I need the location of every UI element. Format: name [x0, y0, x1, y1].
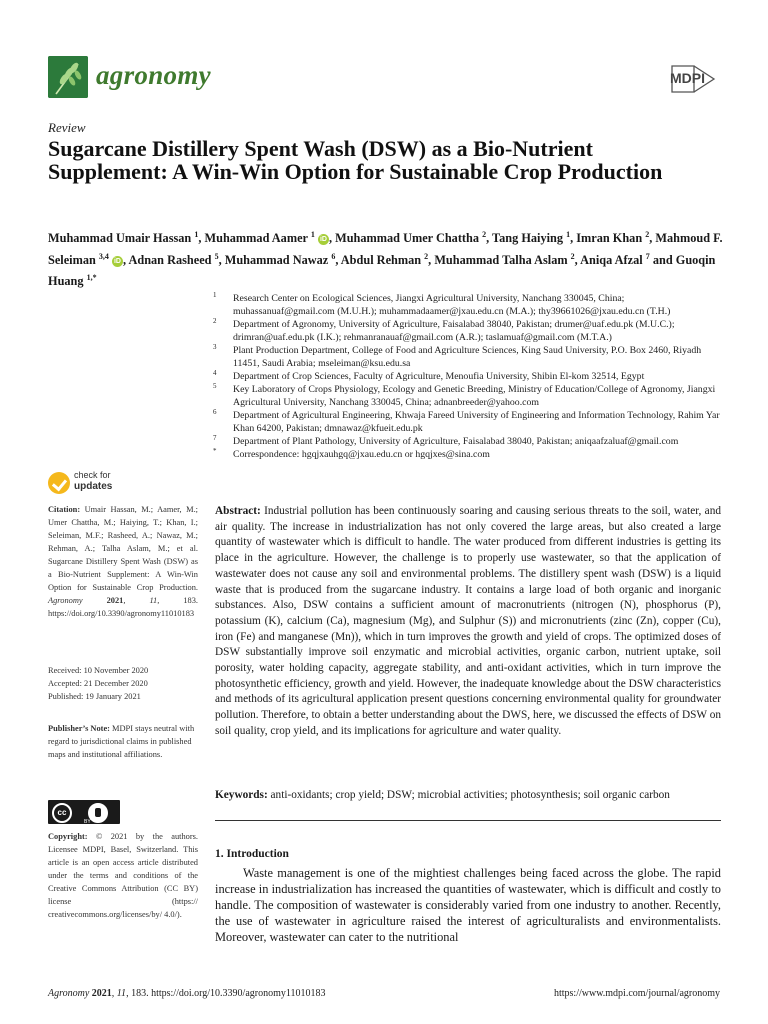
author-affiliation-ref: 2 [570, 251, 575, 261]
affiliation-number: 1 [213, 291, 217, 299]
citation-block: Citation: Umair Hassan, M.; Aamer, M.; Umer Chattha, M.; Haiying, T.; Khan, I.; Seleiman, M.F.; Rasheed, A.; Nawaz, M.; Rehman, A.; Talha Aslam, M.; et al. Sugarcane Distillery Spent Wash (DSW) as a Bio-Nutrient Supplement: A Win-Win Option for Sustainable Crop Production. Agronomy 2021, 11, 183. https://doi.org/10.3390/agronomy11010183 [48, 505, 198, 618]
person-icon [88, 803, 108, 823]
author-name: Abdul Rehman [340, 252, 422, 267]
author-affiliation-ref: 1,* [86, 273, 97, 283]
publisher-label: MDPI [670, 70, 705, 86]
publisher-note: Publisher’s Note: MDPI stays neutral with regard to jurisdictional claims in published maps and institutional affiliations. [48, 724, 195, 759]
introduction-paragraph: Waste management is one of the mightiest challenges being faced across the globe. The rapid increase in industrialization has increased the quantities of wastewater, which is difficult and costly to handle. The composition of wastewater is considerably varied from one industry to another. Recently, the use of wastewater in agriculture raised the interest of agriculturalists and environmentalists. Moreover, wastewater can cater to the nutritional [215, 866, 721, 945]
author-name: Muhammad Umer Chattha [335, 231, 480, 246]
publication-dates [48, 664, 198, 703]
affiliations [213, 292, 723, 461]
orcid-icon[interactable]: iD [319, 236, 327, 244]
affiliation-item [213, 318, 723, 344]
affiliation-item [213, 448, 723, 461]
article-type: Review [48, 120, 86, 135]
author-affiliation-ref: 6 [331, 251, 336, 261]
affiliation-item [213, 435, 723, 448]
author-name: Muhammad Nawaz [224, 252, 329, 267]
affiliation-item [213, 409, 723, 435]
affiliation-text: Correspondence: hgqjxauhgq@jxau.edu.cn or hgqjxes@sina.com [233, 449, 490, 460]
affiliation-text: Department of Agricultural Engineering, Khwaja Fareed University of Engineering and Information Technology, Rahim Yar Khan 64200, Pakistan; dmnawaz@kfueit.edu.pk [233, 410, 720, 434]
author-affiliation-ref: 3,4 [98, 251, 109, 261]
affiliation-item [213, 370, 723, 383]
divider [215, 820, 721, 821]
footer-journal-url[interactable]: https://www.mdpi.com/journal/agronomy [553, 988, 720, 999]
affiliation-text: Research Center on Ecological Sciences, Jiangxi Agricultural University, Nanchang 330045, China; muhassanuaf@gmail.com (M.U.H.); muhammadaamer@jxau.edu.cn (M.A.); thy39661026@jxau.edu.cn (T.H.) [233, 293, 671, 317]
affiliation-item [213, 344, 723, 370]
journal-name: agronomy [96, 60, 211, 90]
affiliation-number: 6 [213, 408, 217, 416]
affiliation-item [213, 383, 723, 409]
affiliation-number: 3 [213, 343, 217, 351]
author-name: Guoqin Huang [48, 252, 716, 289]
published-date: Published: 19 January 2021 [48, 692, 141, 701]
journal-logo [48, 56, 88, 98]
author-affiliation-ref: 5 [214, 251, 219, 261]
author-affiliation-ref: 2 [424, 251, 429, 261]
check-for-updates-badge[interactable]: check for updates [48, 470, 138, 496]
affiliation-text: Department of Plant Pathology, University of Agriculture, Faisalabad 38040, Pakistan; aniqaafzaluaf@gmail.com [233, 436, 679, 447]
affiliation-item [213, 292, 723, 318]
affiliation-text: Department of Crop Sciences, Faculty of Agriculture, Menoufia University, Shibin El-kom 32514, Egypt [233, 371, 645, 382]
affiliation-number: 5 [213, 382, 217, 390]
author-affiliation-ref: 1 [566, 230, 571, 239]
affiliation-text: Department of Agronomy, University of Agriculture, Faisalabad 38040, Pakistan; drumer@uaf.edu.pk (M.U.C.); drimran@uaf.edu.pk (I.K.); rehmanranauaf@gmail.com (A.R.); taslamuaf@gmail.com (M.T.A.) [233, 319, 675, 343]
author-list: Muhammad Umair Hassan $^1$, Muhammad Aamer $^1$ iD , Muhammad Umer Chattha $^2$, Tang Haiying $^1$, Imran Khan $^2$, Mahmoud F. Seleiman $^{3,4}$ iD , Adnan Rasheed $^5$, Muhammad Nawaz $^6$, Abdul Rehman $^2$, Muhammad Talha Aslam $^2$, Aniqa Afzal $^7$ and Guoqin Huang $^{1,*}$ [48, 230, 723, 289]
author-affiliation-ref: 7 [645, 251, 650, 261]
affiliation-number: 2 [213, 317, 217, 325]
author-affiliation-ref: 1 [310, 230, 315, 239]
author-name: Adnan Rasheed [128, 252, 212, 267]
orcid-icon[interactable]: iD [113, 257, 121, 265]
affiliation-number: * [213, 447, 217, 455]
author-name: Tang Haiying [492, 231, 563, 246]
keywords: Keywords: anti-oxidants; crop yield; DSW; microbial activities; photosynthesis; soil organic carbon [215, 789, 670, 801]
affiliation-number: 7 [213, 434, 217, 442]
affiliation-text: Key Laboratory of Crops Physiology, Ecology and Genetic Breeding, Ministry of Education/College of Agronomy, Jiangxi Agricultural University, Nanchang 330045, China; adnanbreeder@yahoo.com [233, 384, 716, 408]
received-date: Received: 10 November 2020 [48, 666, 149, 675]
author-name: Muhammad Aamer [204, 231, 308, 246]
affiliation-number: 4 [213, 369, 217, 377]
cc-by-license-icon[interactable]: cc BY [48, 800, 120, 824]
mdpi-logo [668, 62, 720, 96]
author-affiliation-ref: 2 [645, 230, 650, 239]
author-name: Imran Khan [576, 231, 643, 246]
affiliation-text: Plant Production Department, College of Food and Agriculture Sciences, King Saud University, P.O. Box 2460, Riyadh 11451, Saudi Arabia; mseleiman@ksu.edu.sa [233, 345, 702, 369]
abstract: Abstract: Industrial pollution has been continuously soaring and causing serious threats to the soil, water, and air quality. The increase in industrialization has not only covered the large areas, but also created a large quantity of wastewater which is difficult to handle. The water produced from different industries is getting its place in the agriculture. However, the challenge is to properly use wastewater, so that the application of wastewater does not cause any soil and environmental problems. The distillery spent wash (DSW) is a liquid waste that is produced from the sugarcane industry. It contains a large load of both organic and inorganic substances. Also, DSW contains a sufficient amount of macronutrients (nitrogen (N), phosphorus (P), potassium (K), calcium (Ca), magnesium (Mg), and Sulphur (S)) and micronutrients (zinc (Zn), copper (Cu), iron (Fe) and manganese (Mn)), which in turn improves the growth and yield of crops. The optimized doses of DSW substantially improve soil enzymatic and microbial activities, organic carbon, nutrient uptake, soil porosity, water holding capacity, aggregate stability, and anti-oxidant activities, which in turn improve the photosynthetic efficiency, growth and yield. However, the inadequate knowledge about the DSW characteristics and methods of its agricultural application present questions concerning environmental quality for groundwater pollution. Therefore, to obtain a better understanding about the DWS, here, we discussed the effects of DSW on soil quality, crop yield, and its implications for agriculture and water quality. [215, 505, 721, 737]
author-name: Muhammad Talha Aslam [434, 252, 568, 267]
footer-citation: Agronomy 2021, 11, 183. https://doi.org/10.3390/agronomy11010183 [48, 988, 326, 999]
author-name: Mahmoud F. Seleiman [48, 231, 723, 267]
author-affiliation-ref: 2 [482, 230, 487, 239]
checkmark-icon [48, 472, 70, 494]
author-name: Aniqa Afzal [580, 252, 643, 267]
author-name: Muhammad Umair Hassan [48, 231, 192, 246]
author-affiliation-ref: 1 [194, 230, 199, 239]
section-heading: 1. Introduction [215, 848, 289, 860]
wheat-icon [48, 56, 88, 98]
article-title: Sugarcane Distillery Spent Wash (DSW) as a Bio-Nutrient Supplement: A Win-Win Option for Sustainable Crop Production [48, 136, 663, 184]
copyright-notice: Copyright: © 2021 by the authors. Licensee MDPI, Basel, Switzerland. This article is an open access article distributed under the terms and conditions of the Creative Commons Attribution (CC BY) license (https:// creativecommons.org/licenses/by/ 4.0/). [48, 832, 198, 919]
accepted-date: Accepted: 21 December 2020 [48, 679, 148, 688]
